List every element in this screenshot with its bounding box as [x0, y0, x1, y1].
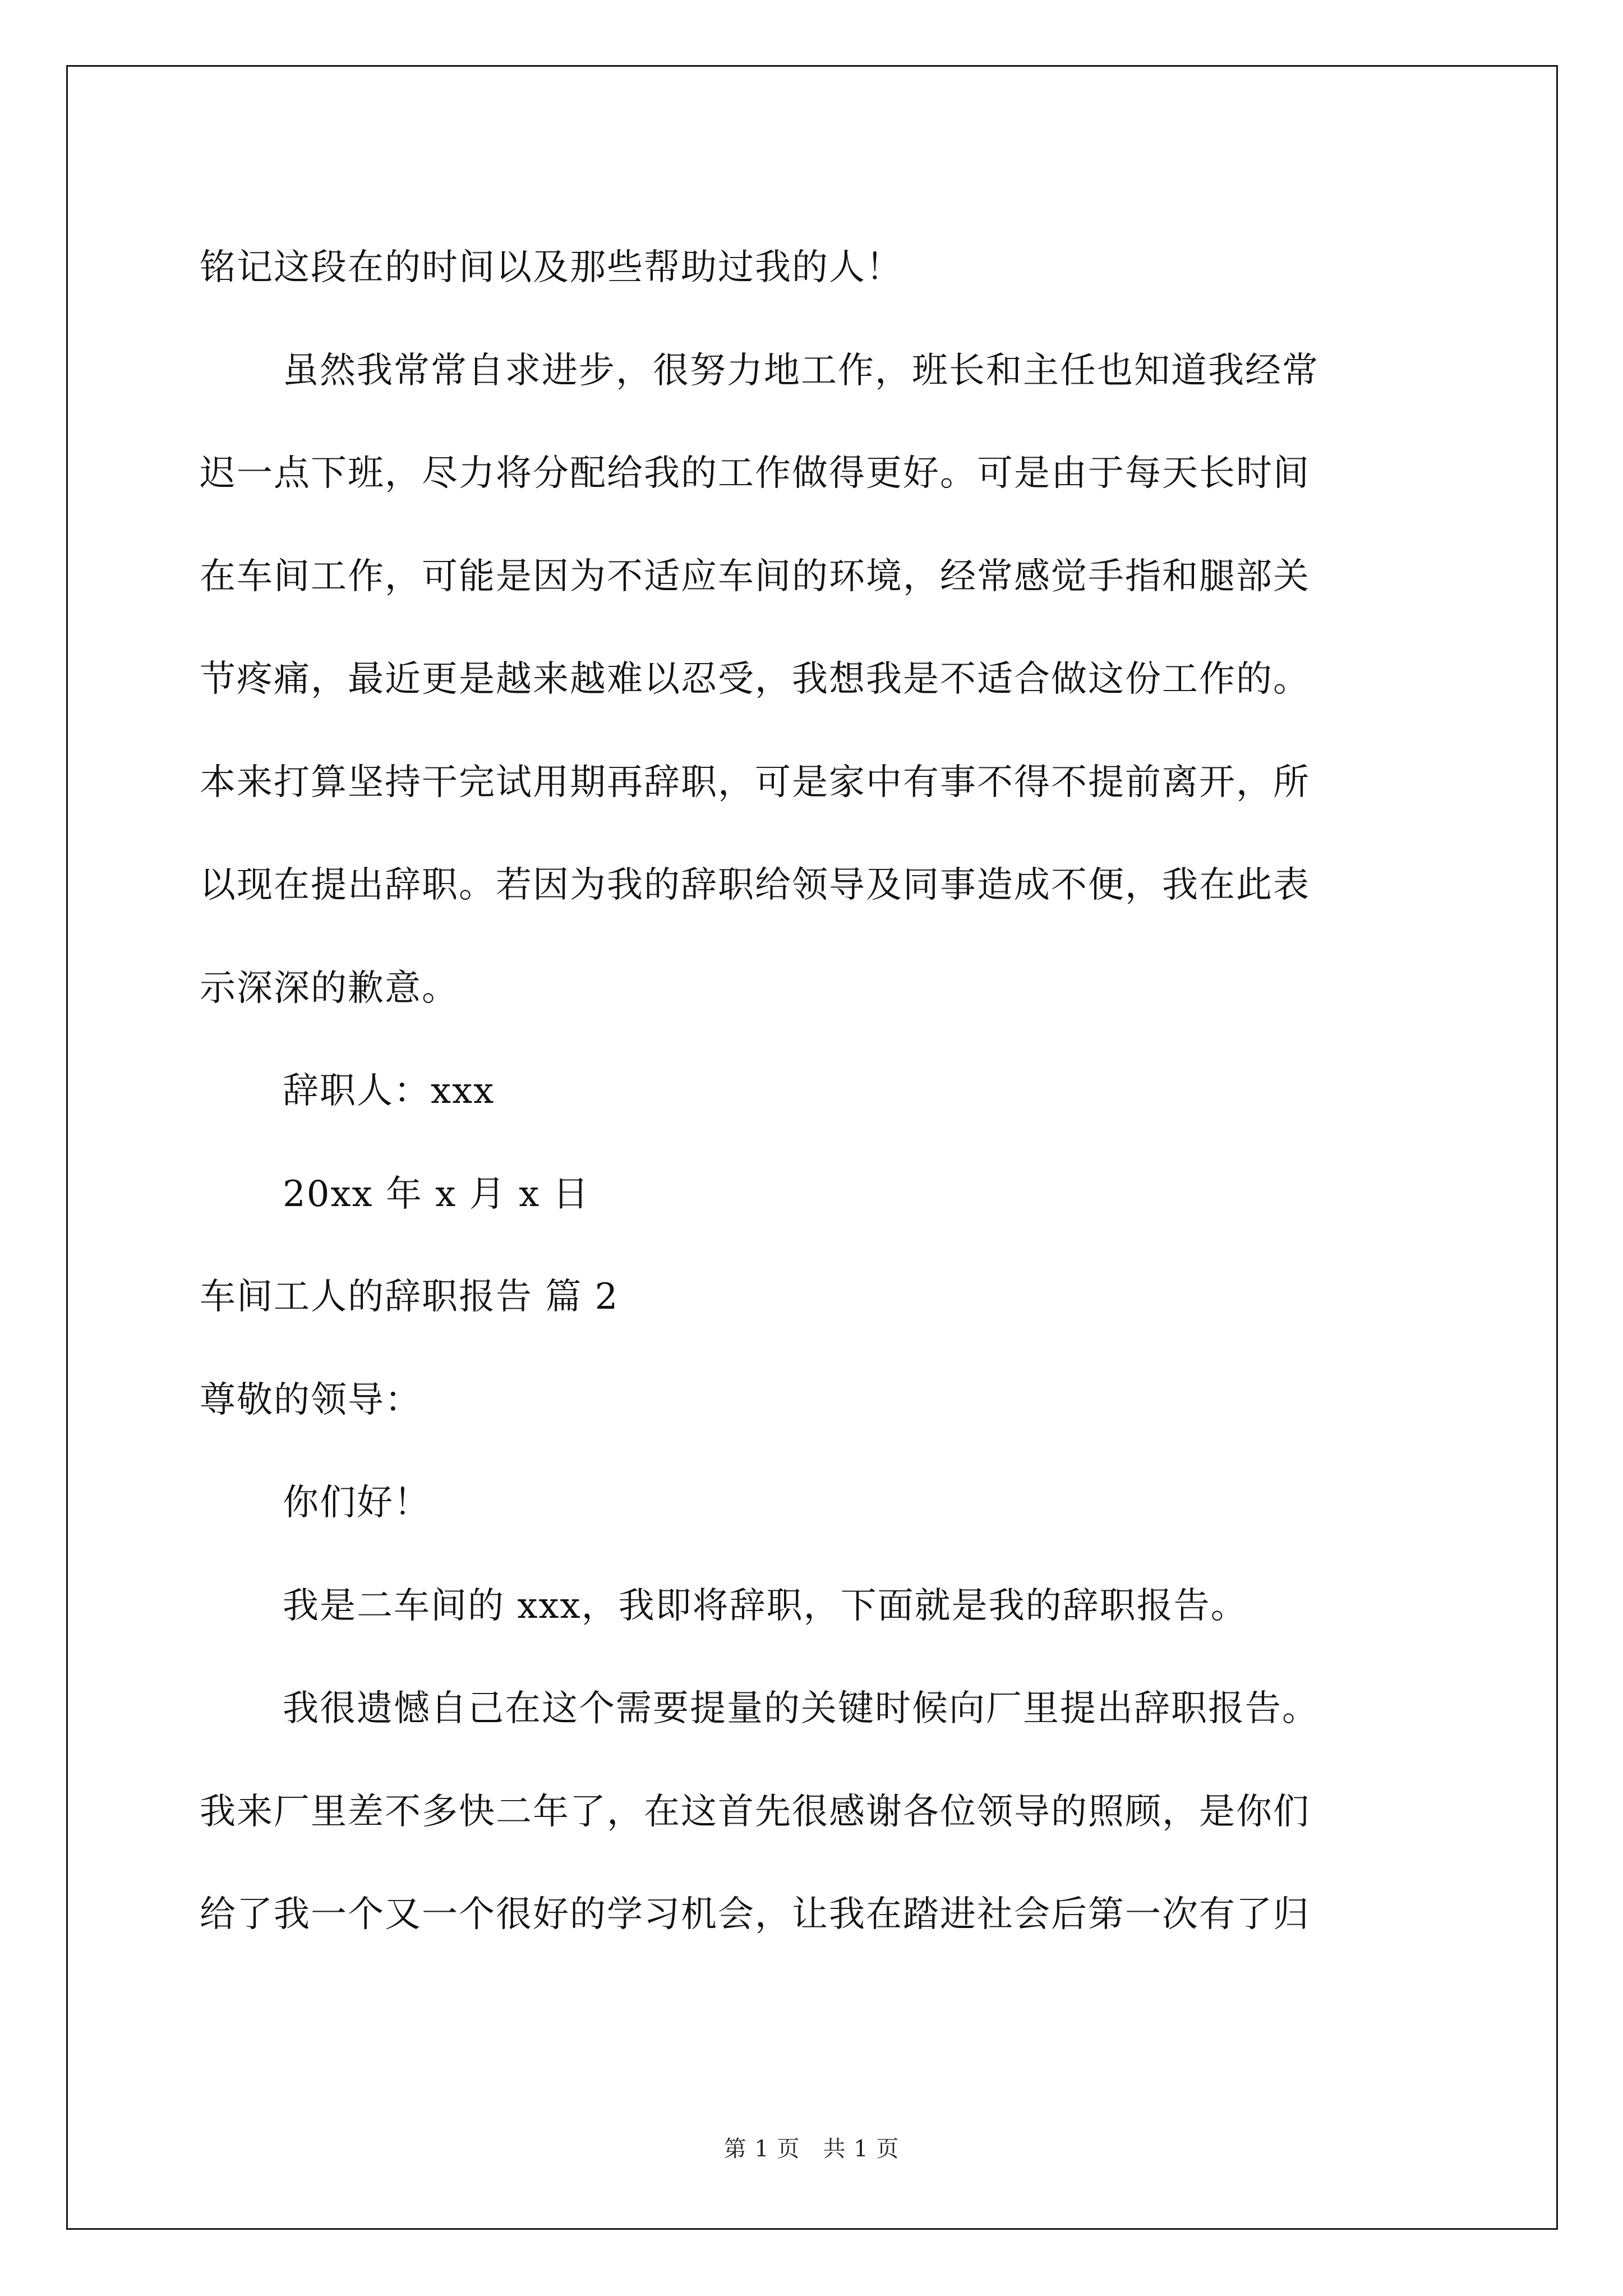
text-line-6: 本来打算坚持干完试用期再辞职，可是家中有事不得不提前离开，所 — [200, 761, 1310, 803]
text-line-5: 节疼痛，最近更是越来越难以忍受，我想我是不适合做这份工作的。 — [200, 659, 1310, 700]
text-line-4: 在车间工作，可能是因为不适应车间的环境，经常感觉手指和腿部关 — [200, 555, 1310, 597]
text-line-8: 示深深的歉意。 — [200, 967, 459, 1009]
document-body — [200, 217, 1433, 1967]
signature-line: 辞职人：xxx — [283, 1070, 495, 1112]
date-line: 20xx 年 x 月 x 日 — [283, 1173, 590, 1215]
text-line-2: 虽然我常常自求进步，很努力地工作，班长和主任也知道我经常 — [283, 349, 1319, 392]
text-line-7: 以现在提出辞职。若因为我的辞职给领导及同事造成不便，我在此表 — [200, 864, 1310, 906]
text-line-1: 铭记这段在的时间以及那些帮助过我的人！ — [200, 247, 903, 288]
page-footer: 第 1 页 共 1 页 — [723, 2136, 900, 2162]
text-line-15: 我很遗憾自己在这个需要提量的关键时候向厂里提出辞职报告。 — [283, 1688, 1319, 1729]
salutation: 尊敬的领导： — [200, 1379, 422, 1421]
text-line-14: 我是二车间的 xxx，我即将辞职，下面就是我的辞职报告。 — [283, 1585, 1248, 1627]
section-heading: 车间工人的辞职报告 篇 2 — [200, 1276, 619, 1318]
text-line-16: 我来厂里差不多快二年了，在这首先很感谢各位领导的照顾，是你们 — [200, 1791, 1310, 1833]
text-line-3: 迟一点下班，尽力将分配给我的工作做得更好。可是由于每天长时间 — [200, 453, 1310, 494]
greeting: 你们好！ — [283, 1482, 431, 1524]
text-line-17: 给了我一个又一个很好的学习机会，让我在踏进社会后第一次有了归 — [200, 1894, 1310, 1935]
